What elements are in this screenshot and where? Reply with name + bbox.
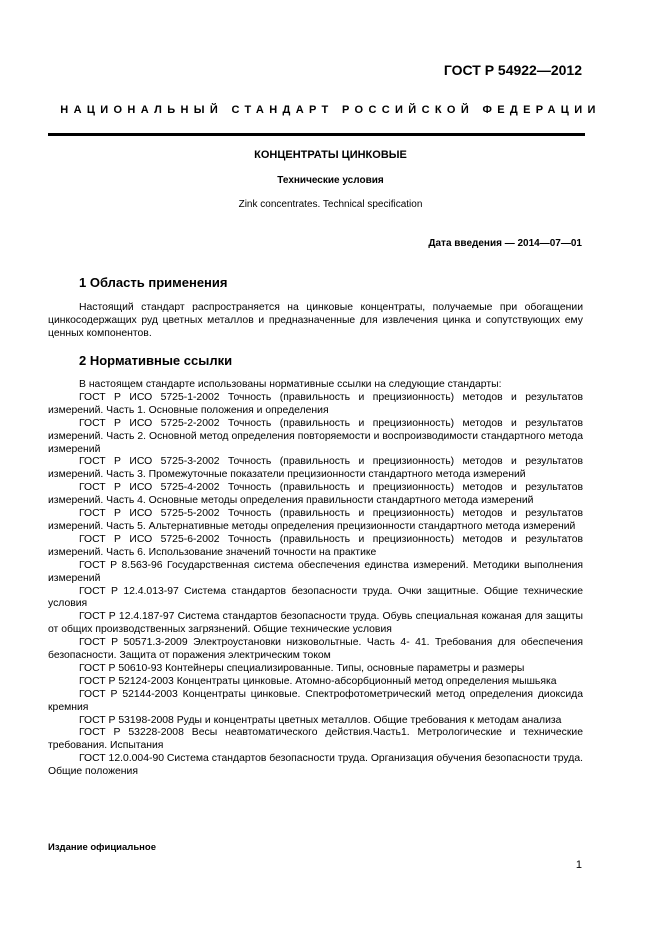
references-intro: В настоящем стандарте использованы нормативные ссылки на следующие стандарты: <box>79 379 502 390</box>
introduction-date: Дата введения — 2014—07—01 <box>428 238 582 249</box>
national-standard-banner: НАЦИОНАЛЬНЫЙ СТАНДАРТ РОССИЙСКОЙ ФЕДЕРАЦИИ <box>60 104 601 116</box>
reference-item: ГОСТ Р 12.4.013-97 Система стандартов безопасности труда. Очки защитные. Общие технические условия <box>48 585 583 610</box>
reference-item: ГОСТ Р 12.4.187-97 Система стандартов безопасности труда. Обувь специальная кожаная для защиты от общих производственных загрязнений. Общие технические условия <box>48 611 583 636</box>
section-1-text: Настоящий стандарт распространяется на цинковые концентраты, получаемые при обогащении цинкосодержащих руд цветных металлов и предназначенные для извлечения цинка и сопутствующих ему ценных компонентов. <box>48 302 583 339</box>
reference-item: ГОСТ Р ИСО 5725-4-2002 Точность (правильность и прецизионность) методов и результатов измерений. Часть 4. Основные методы определения правильности стандартного метода измерений <box>48 482 583 507</box>
section-2-heading: 2 Нормативные ссылки <box>79 353 233 368</box>
reference-item: ГОСТ Р ИСО 5725-6-2002 Точность (правильность и прецизионность) методов и результатов измерений. Часть 6. Использование значений точности на практике <box>48 533 583 558</box>
edition-label: Издание официальное <box>48 842 156 853</box>
reference-item: ГОСТ Р 53198-2008 Руды и концентраты цветных металлов. Общие требования к методам анализа <box>79 714 562 726</box>
reference-item: ГОСТ Р ИСО 5725-2-2002 Точность (правильность и прецизионность) методов и результатов измерений. Часть 2. Основной метод определения повторяемости и воспроизводимости стандартного метода измерений <box>48 417 583 455</box>
normative-references-list <box>48 379 583 779</box>
reference-item: ГОСТ 12.0.004-90 Система стандартов безопасности труда. Организация обучения безопасности труда. Общие положения <box>48 753 583 778</box>
english-title: Zink concentrates. Technical specification <box>238 199 423 210</box>
reference-item: ГОСТ Р 50571.3-2009 Электроустановки низковольтные. Часть 4- 41. Требования для обеспечения безопасности. Защита от поражения электрическим током <box>48 637 583 662</box>
document-subtitle: Технические условия <box>277 175 384 186</box>
reference-item: ГОСТ Р 8.563-96 Государственная система обеспечения единства измерений. Методики выполнения измерений <box>48 559 583 584</box>
reference-item: ГОСТ Р 53228-2008 Весы неавтоматического действия.Часть1. Метрологические и технические требования. Испытания <box>48 727 583 752</box>
reference-item: ГОСТ Р ИСО 5725-5-2002 Точность (правильность и прецизионность) методов и результатов измерений. Часть 5. Альтернативные методы определения прецизионности стандартного метода измерений <box>48 508 583 532</box>
section-1-heading: 1 Область применения <box>79 275 228 290</box>
page-number: 1 <box>575 859 582 871</box>
reference-item: ГОСТ Р ИСО 5725-1-2002 Точность (правильность и прецизионность) методов и результатов измерений. Часть 1. Основные положения и определения <box>48 391 583 416</box>
reference-item: ГОСТ Р ИСО 5725-3-2002 Точность (правильность и прецизионность) методов и результатов измерений. Часть 3. Промежуточные показатели прецизионности стандартного метода измерений <box>48 456 583 481</box>
reference-item: ГОСТ Р 50610-93 Контейнеры специализированные. Типы, основные параметры и размеры <box>79 662 525 674</box>
document-title: КОНЦЕНТРАТЫ ЦИНКОВЫЕ <box>254 149 407 161</box>
reference-item: ГОСТ Р 52144-2003 Концентраты цинковые. Спектрофотометрический метод определения диоксида кремния <box>48 688 583 713</box>
reference-item: ГОСТ Р 52124-2003 Концентраты цинковые. Атомно-абсорбционный метод определения мышьяка <box>79 675 557 687</box>
document-code: ГОСТ Р 54922—2012 <box>443 62 582 78</box>
header-divider <box>48 133 585 136</box>
